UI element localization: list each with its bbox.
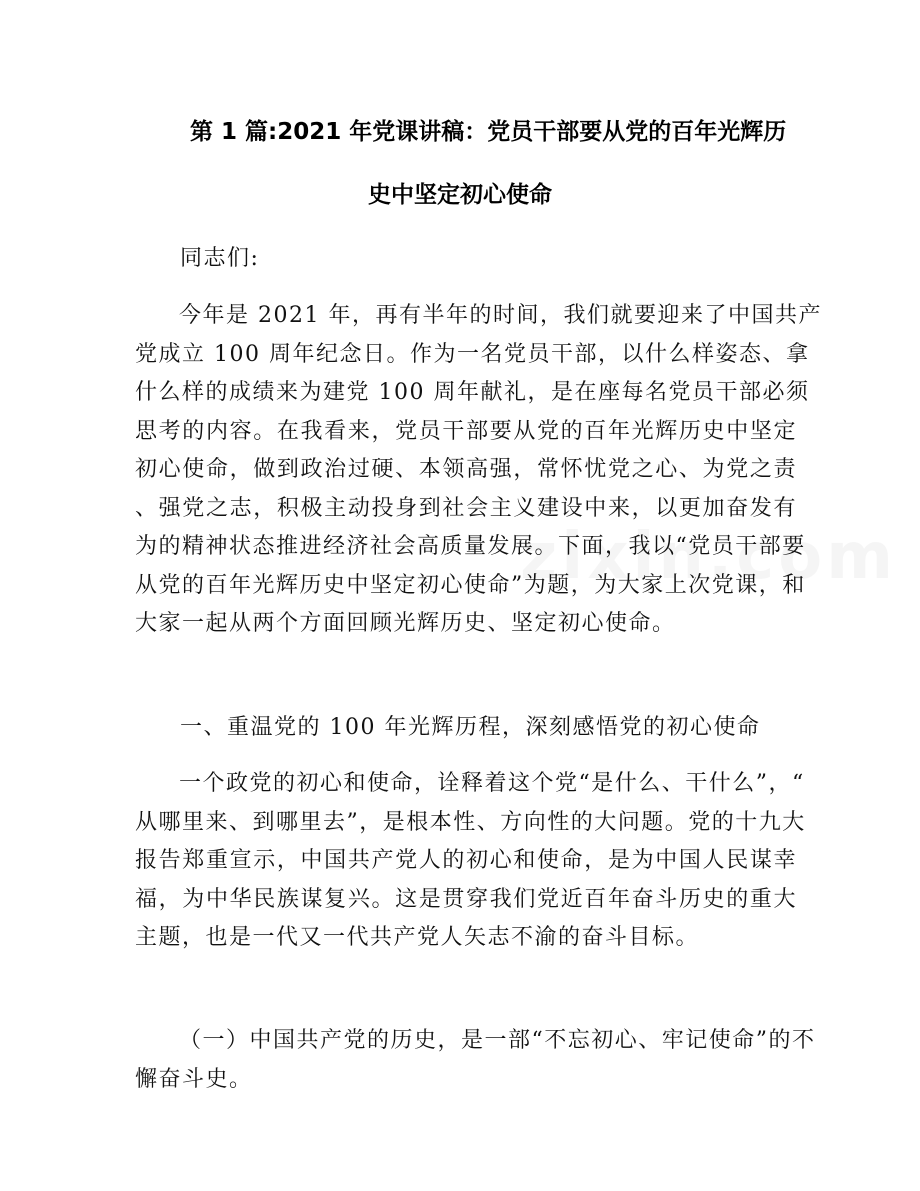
- paragraph-line: 大家一起从两个方面回顾光辉历史、坚定初心使命。: [135, 611, 676, 636]
- paragraph-line: 从哪里来、到哪里去”，是根本性、方向性的大问题。党的十九大: [135, 809, 806, 835]
- paragraph-line: 思考的内容。在我看来，党员干部要从党的百年光辉历史中坚定: [135, 418, 797, 444]
- paragraph-line: 、强党之志，积极主动投身到社会主义建设中来，以更加奋发有: [135, 495, 797, 521]
- paragraph-line: 福，为中华民族谋复兴。这是贯穿我们党近百年奋斗历史的重大: [135, 886, 797, 912]
- paragraph-line: 今年是 2021 年，再有半年的时间，我们就要迎来了中国共产: [179, 303, 822, 328]
- paragraph-mission: [135, 765, 806, 958]
- paragraph-line: 主题，也是一代又一代共产党人矢志不渝的奋斗目标。: [135, 925, 700, 950]
- paragraph-line: 什么样的成绩来为建党 100 周年献礼，是在座每名党员干部必须: [135, 380, 810, 405]
- paragraph-line: 党成立 100 周年纪念日。作为一名党员干部，以什么样姿态、拿: [135, 341, 810, 367]
- paragraph-line: 初心使命，做到政治过硬、本领高强，常怀忧党之心、为党之责: [135, 457, 797, 482]
- paragraph-line: 报告郑重宣示，中国共产党人的初心和使命，是为中国人民谋幸: [135, 848, 797, 873]
- paragraph-line: 为的精神状态推进经济社会高质量发展。下面，我以“党员干部要: [135, 534, 806, 559]
- salutation: 同志们:: [180, 246, 260, 271]
- paragraph-intro: [135, 297, 822, 644]
- paragraph-line: 一个政党的初心和使命，诠释着这个党“是什么、干什么”，“: [179, 771, 805, 796]
- document-title-line-1: 第 1 篇:2021 年党课讲稿：党员干部要从党的百年光辉历: [190, 119, 787, 145]
- subsection-heading-1: [135, 1022, 816, 1099]
- subsection-line: （一）中国共产党的历史，是一部“不忘初心、牢记使命”的不: [179, 1028, 816, 1053]
- document-title-line-2: 史中坚定初心使命: [368, 182, 552, 208]
- section-heading-1: 一、重温党的 100 年光辉历程，深刻感悟党的初心使命: [180, 715, 761, 740]
- paragraph-line: 从党的百年光辉历史中坚定初心使命”为题，为大家上次党课，和: [135, 572, 806, 598]
- subsection-line: 懈奋斗史。: [135, 1066, 253, 1092]
